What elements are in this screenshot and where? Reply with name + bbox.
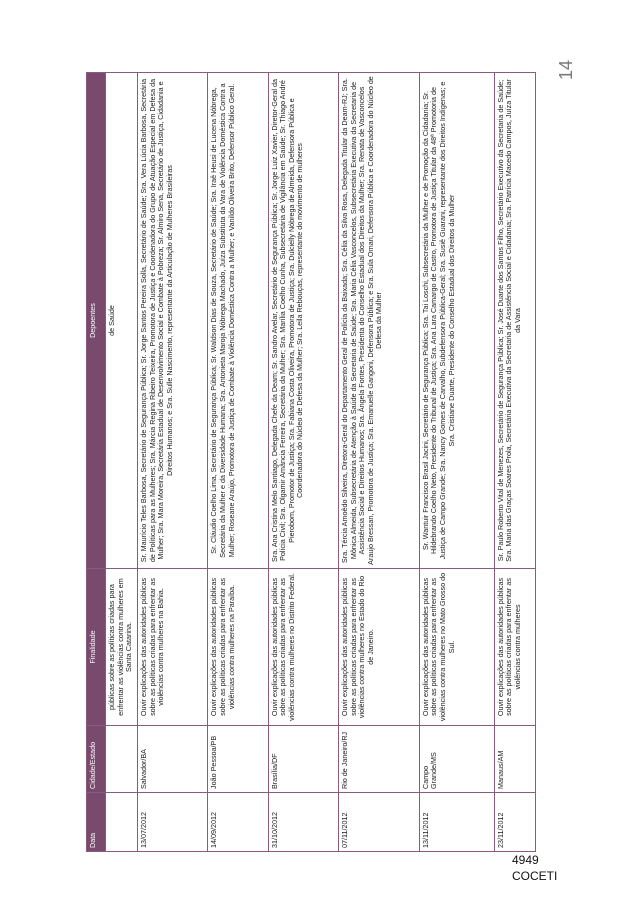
table-row [419,73,494,852]
cell-cidade: Rio de Janeiro/RJ [339,726,420,793]
cell-finalidade: Ouvir explicações das autoridades públicas sobre as políticas criadas para enfrentar as violências contra mulheres na Paraíba. [208,569,268,726]
cell-finalidade: Ouvir explicações das autoridades públicas sobre as políticas criadas para enfrentar as violências contra mulheres na Bahia. [137,569,207,726]
cell-data: 31/10/2012 [268,793,338,852]
table-row [106,73,138,852]
cell-cidade: Salvador/BA [137,726,207,793]
stamp-number: 4949 [512,853,539,867]
cell-finalidade: Ouvir explicações das autoridades públicas sobre as políticas criadas para enfrentar as violências contra mulheres no Distrito Federal. [268,569,338,726]
cell-depoentes: Sr. Wantuir Francisco Brasil Jacini, Secretário de Segurança Pública; Sra. Tai Loschi, Subsecretária da Mulher e de Promoção da Cidadania; Sr. Hildebrando Coelho Neto, Presidente do Tribunal de Justiça; Sra. Ana Lara Camargo de Castro, Promotora de Justiça Titular da 48ª Promotoria de Justiça de Campo Grande; Sra. Nancy Gomes de Carvalho, Subdefensora Pública-Geral; Sra. Susiê Guarani, representante dos Direitos Indígenas; e Sra. Cristiane Duarte, Presidente do Conselho Estadual dos Direitos da Mulher [419,73,494,569]
cell-depoentes: Sr. Paulo Roberto Vital de Menezes, Secretário de Segurança Pública; Sr. José Duarte dos Santos Filho, Secretário Executivo da Secretaria de Saúde; Sra. Maria das Graças Soares Prola, Secretária Executiva da Secretaria de Assistência Social e Cidadania; Sra. Patrícia Macedo Campos, Juíza Titular da Vara [494,73,536,569]
cell-finalidade: Ouvir explicações das autoridades públicas sobre as políticas criadas para enfrentar as violências contra mulheres no Mato Grosso do Sul. [419,569,494,726]
cell-depoentes: de Saúde [106,73,138,569]
cell-data: 07/11/2012 [339,793,420,852]
cell-cidade [106,726,138,793]
cell-finalidade: Ouvir explicações das autoridades públicas sobre as políticas criadas para enfrentar as violências contra mulheres [494,569,536,726]
table-row [494,73,536,852]
cell-cidade: Campo Grande/MS [419,726,494,793]
cell-depoentes: Sr. Maurício Teles Barbosa, Secretário de Segurança Pública; Sr. Jorge Santos Pereira Solla, Secretário de Saúde; Sra. Vera Lúcia Barbosa, Secretária de Políticas para as Mulheres; Sra. Márcia Regina Ribeiro Teixeira, Promotora de Justiça e Coordenadora do Grupo de Atuação Especial em Defesa da Mulher; Sra. Mara Moreira, Secretária Estadual de Desenvolvimento Social e Combate à Pobreza; Sr. Almiro Sena, Secretário de Justiça, Cidadania e Direitos Humanos; e Sra. Sulle Nascimento, representante da Articulação de Mulheres Brasileiras [137,73,207,569]
document-stamp [512,852,557,884]
cell-cidade: Brasília/DF [268,726,338,793]
table-row [339,73,420,852]
cell-depoentes: Sra. Tércia Amoêdo Silveira, Diretora-Geral do Departamento Geral de Polícia da Baixada; Sra. Célia da Silva Rosa, Delegada Titular da Deam-RJ; Sra. Mônica Almeida, Subsecretária de Atenção à Saúde da Secretaria de Saúde; Sra. Maria Célia Vasconcelos, Subsecretária Executiva da Secretaria de Assistência Social e Direitos Humanos; Sra. Ângela Fontes, Presidenta do Conselho Estadual dos Direitos da Mulher; Sra. Renata de Vasconcelos Araujo Bressan, Promotora de Justiça; Sra. Emanuelle Gangoni, Defensora Pública; e Sra. Sula Ornari, Defensora Pública e Coordenadora do Núcleo de Defesa da Mulher [339,73,420,569]
stamp-code: COCETI [512,869,558,883]
cell-depoentes: Sra. Ana Cristina Melo Santiago, Delegada Chefe da Deam; Sr. Sandro Avelar, Secretário de Segurança Pública; Sr. Jorge Luiz Xavier, Diretor-Geral da Polícia Civil; Sra. Olgamir Amância Ferreira, Secretária da Mulher; Sra. Marília Coelho Cunha, Subsecretária de Vigilância em Saúde; Sr. Thiago André Pierobom, Promotor de Justiça; Sra. Fabiana Costa Oliveira, Promotora de Justiça; Sra. Dulcielly Nóbrega de Almeida, Defensora Pública e Coordenadora do Núcleo de Defesa da Mulher; Sra. Leila Rebouças, representante do movimento de mulheres [268,73,338,569]
cell-data: 13/11/2012 [419,793,494,852]
cell-data: 23/11/2012 [494,793,536,852]
cell-depoentes: Sr. Cláudio Coelho Lima, Secretário de Segurança Pública; Sr. Waldson Dias de Souza, Secretário de Saúde; Sra. Iraê Heusi de Lucena Nóbrega, Secretária da Mulher e da Diversidade Humana; Sra. Antonieta Maroja Nóbrega Machado, Juíza Substituta da Vara de Violência Doméstica Contra a Mulher; Roseane Araújo, Promotora de Justiça de Combate à Violência Doméstica Contra a Mulher; e Vanildo Oliveira Brito, Defensor Público Geral. [208,73,268,569]
header-finalidade: Finalidade [87,569,106,726]
table-row [137,73,207,852]
cell-data [106,793,138,852]
cell-data: 13/07/2012 [137,793,207,852]
table-row [208,73,268,852]
cell-cidade: Manaus/AM [494,726,536,793]
table-row [268,73,338,852]
cell-cidade: João Pessoa/PB [208,726,268,793]
header-depoentes: Depoentes [87,73,106,569]
cell-data: 14/09/2012 [208,793,268,852]
header-cidade: Cidade/Estado [87,726,106,793]
cell-finalidade: públicas sobre as políticas criadas para enfrentar as violências contra mulheres em Santa Catarina. [106,569,138,726]
header-data: Data [87,793,106,852]
hearings-table [86,72,536,852]
rotated-table-container [86,72,536,852]
table-header-row [87,73,106,852]
cell-finalidade: Ouvir explicações das autoridades públicas sobre as políticas criadas para enfrentar as violências contra mulheres no Estado do Rio de Janeiro. [339,569,420,726]
page-number: 14 [556,59,576,80]
